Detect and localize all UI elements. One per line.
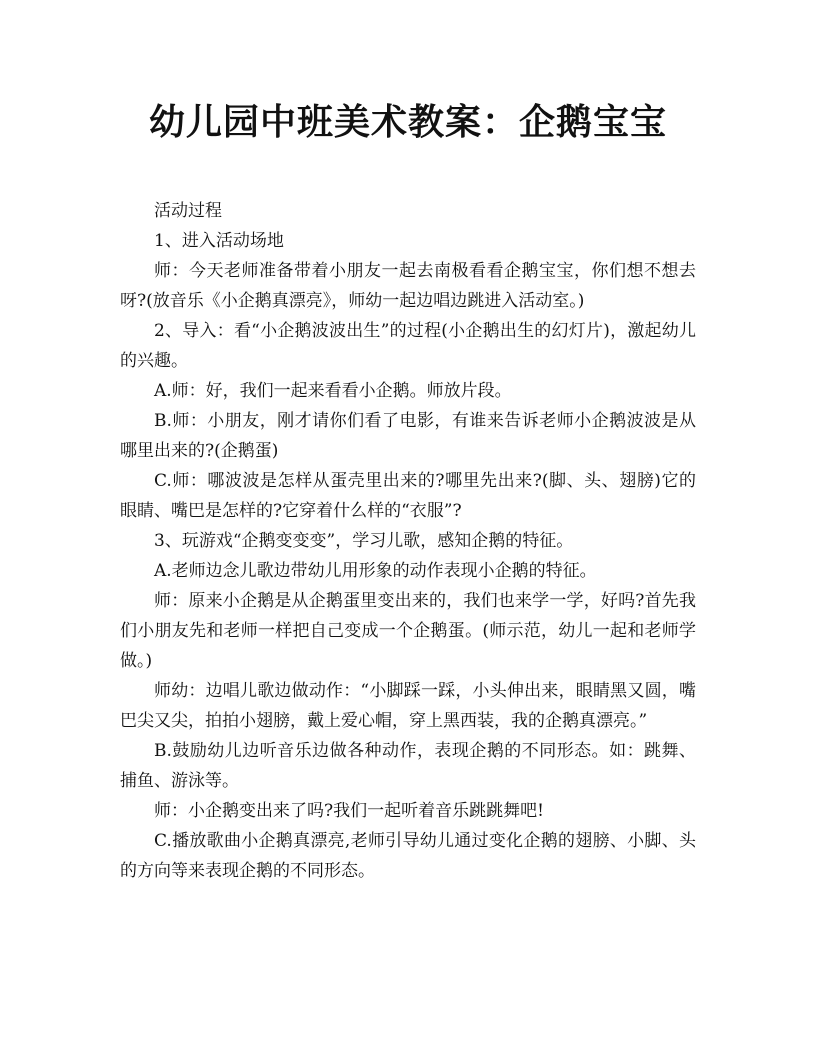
- paragraph: 师：今天老师准备带着小朋友一起去南极看看企鹅宝宝，你们想不想去呀?(放音乐《小企鹅真漂亮》，师幼一起边唱边跳进入活动室。): [120, 261, 696, 311]
- document-title: 幼儿园中班美术教案：企鹅宝宝: [148, 101, 667, 143]
- paragraph-section-heading: 活动过程: [154, 201, 222, 221]
- paragraph: 师：小企鹅变出来了吗?我们一起听着音乐跳跳舞吧!: [154, 801, 544, 821]
- paragraph: 师幼：边唱儿歌边做动作：“小脚踩一踩，小头伸出来，眼睛黑又圆，嘴巴尖又尖，拍拍小翅膀，戴上爱心帽，穿上黑西装，我的企鹅真漂亮。”: [120, 681, 696, 731]
- paragraph: B.师：小朋友，刚才请你们看了电影，有谁来告诉老师小企鹅波波是从哪里出来的?(企鹅蛋): [120, 411, 696, 461]
- paragraph: A.老师边念儿歌边带幼儿用形象的动作表现小企鹅的特征。: [154, 561, 597, 581]
- paragraph: B.鼓励幼儿边听音乐边做各种动作，表现企鹅的不同形态。如：跳舞、捕鱼、游泳等。: [120, 741, 696, 791]
- document-body: [120, 196, 696, 886]
- paragraph-step-1: 1、进入活动场地: [154, 231, 284, 251]
- paragraph: A.师：好，我们一起来看看小企鹅。师放片段。: [154, 381, 512, 401]
- paragraph-step-2: 2、导入：看“小企鹅波波出生”的过程(小企鹅出生的幻灯片)，激起幼儿的兴趣。: [120, 321, 696, 371]
- paragraph: C.播放歌曲小企鹅真漂亮,老师引导幼儿通过变化企鹅的翅膀、小脚、头的方向等来表现企鹅的不同形态。: [120, 831, 696, 881]
- paragraph-step-3: 3、玩游戏“企鹅变变变”，学习儿歌，感知企鹅的特征。: [154, 531, 574, 551]
- paragraph: C.师：哪波波是怎样从蛋壳里出来的?哪里先出来?(脚、头、翅膀)它的眼睛、嘴巴是怎样的?它穿着什么样的“衣服”?: [120, 471, 696, 521]
- paragraph: 师：原来小企鹅是从企鹅蛋里变出来的，我们也来学一学，好吗?首先我们小朋友先和老师一样把自己变成一个企鹅蛋。(师示范，幼儿一起和老师学做。): [120, 591, 696, 671]
